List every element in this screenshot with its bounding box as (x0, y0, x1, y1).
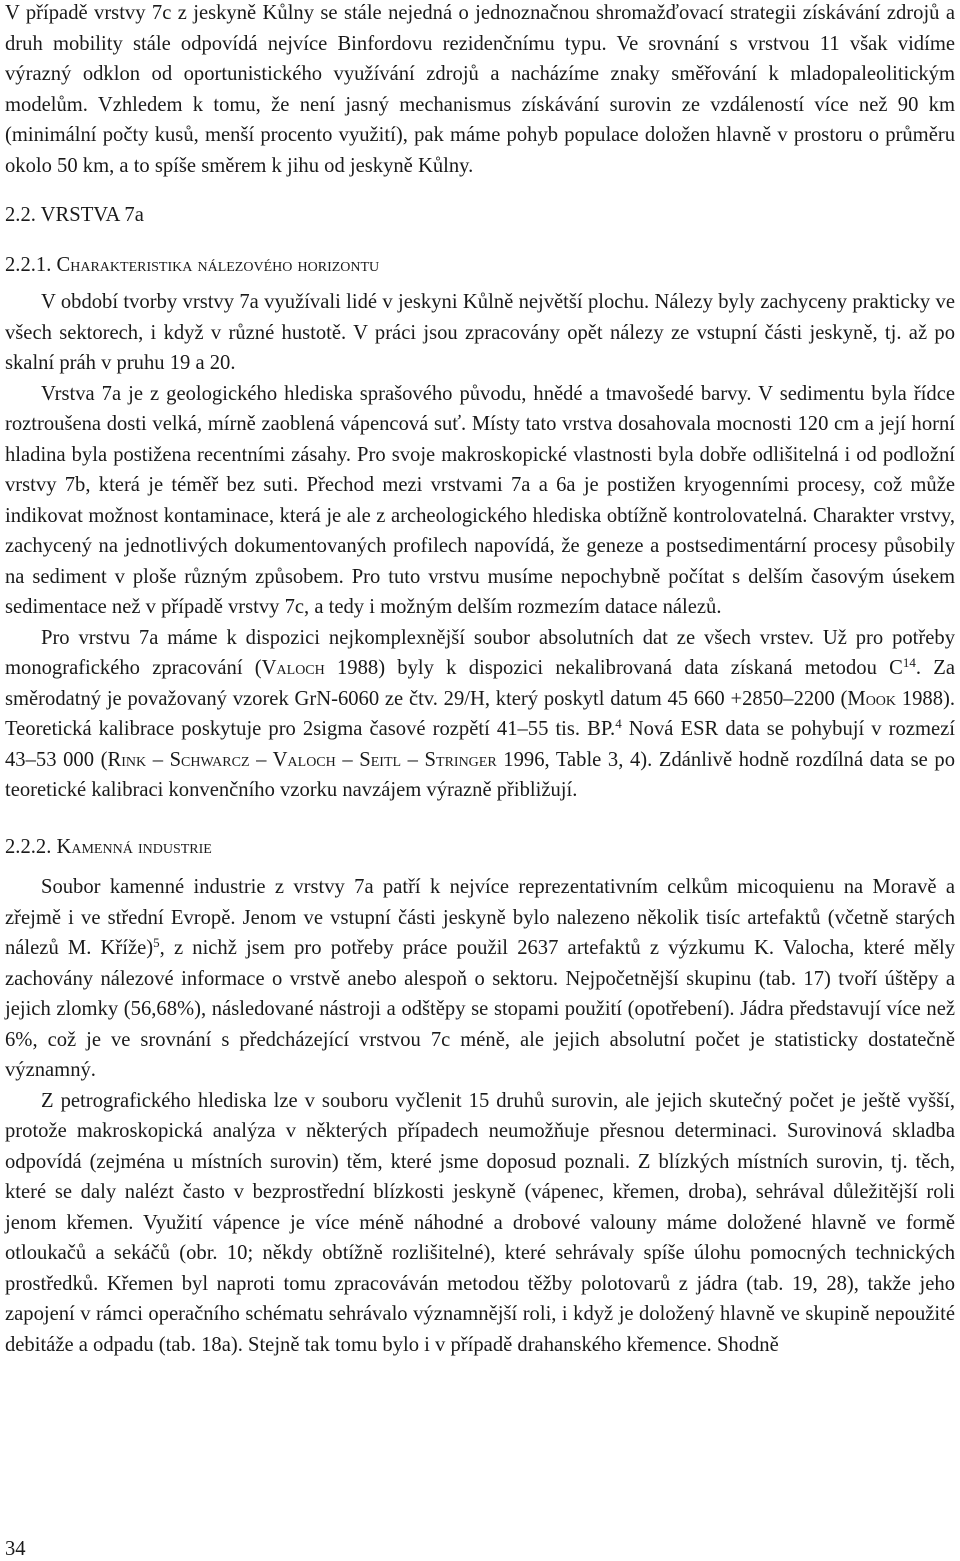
subsection-heading-charakteristika (5, 250, 955, 281)
paragraph-industry-2: Z petrografického hlediska lze v souboru vyčlenit 15 druhů surovin, ale jejich skutečný počet je ještě vyšší, protože makroskopická analýza v některých případech neumožňuje přesnou determinaci. Surovinová skladba odpovídá (zejména u místních surovin) těm, které jsme doposud poznali. Z blízkých místních surovin, tj. těch, které se daly nalézt často v bezprostřední blízkosti jeskyně (vápenec, křemen, droba), sehrával důležitější roli jenom křemen. Využití vápence je více méně náhodné a drobové valouny máme doložené hlavně ve formě otloukačů a sekáčů (obr. 10; někdy obtížně rozlišitelné), které sehrávaly spíše úlohu pomocných technických prostředků. Křemen byl naproti tomu zpracováván metodou těžby polotovarů z jádra (tab. 19, 28), takže jeho zapojení v rámci operačního schématu sehrávalo významnější roli, i když je doložený hlavně ve skupině nepoužité debitáže a odpadu (tab. 18a). Stejně tak tomu bylo i v případě drahanského křemence. Shodně (5, 1089, 955, 1356)
page-body (5, 0, 955, 1360)
subsection-title: Kamenná industrie (56, 835, 212, 858)
superscript-14: 14 (902, 655, 916, 670)
subsection-heading-kamenna-industrie (5, 832, 955, 863)
subsection-title: Charakteristika nálezového horizontu (56, 253, 380, 276)
paragraph-intro: V případě vrstvy 7c z jeskyně Kůlny se stále nejedná o jednoznačnou shromažďovací strategii získávání zdrojů a druh mobility stále odpovídá nejvíce Binfordovu rezidenčnímu typu. Ve srovnání s vrstvou 11 však vidíme výrazný odklon od oportunistického využívání zdrojů a nacházíme znaky směřování k mladopaleolitickým modelům. Vzhledem k tomu, že není jasný mechanismus získávání surovin ze vzdáleností více než 90 km (minimální počty kusů, menší procento využití), pak máme pohyb populace doložen hlavně v prostoru o průměru okolo 50 km, a to spíše směrem k jihu od jeskyně Kůlny. (5, 2, 955, 177)
section-heading-vrstva-7a: 2.2. VRSTVA 7a (5, 204, 144, 226)
footnote-ref-5: 5 (153, 935, 160, 950)
paragraph-char-3: Pro vrstvu 7a máme k dispozici nejkomplexnější soubor absolutních dat ze všech vrstev. Už pro potřeby monografického zpracování (Valoch 1988) byly k dispozici nekalibrovaná data získaná metodou $C^{14}$. Za směrodatný je považovaný vzorek GrN-6060 ze čtv. 29/H, který poskytl datum 45 660 +2850–2200 (Mook 1988). Teoretická kalibrace poskytuje pro 2sigma časové rozpětí 41–55 tis. BP.$^4$ Nová ESR data se pohybují v rozmezí 43–53 000 (Rink – Schwarcz – Valoch – Seitl – Stringer 1996, Table 3, 4). Zdánlivě hodně rozdílná data se po teoretické kalibraci konvenčního vzorku navzájem výrazně přibližují. (5, 626, 956, 801)
citation-rink-et-al: Rink – Schwarcz – Valoch – Seitl – Stringer (107, 748, 497, 771)
footnote-ref-4: 4 (615, 716, 622, 731)
subsection-number: 2.2.1. (5, 253, 52, 276)
subsection-number: 2.2.2. (5, 835, 52, 858)
citation-valoch: Valoch (261, 657, 325, 679)
paragraph-char-2: Vrstva 7a je z geologického hlediska sprašového původu, hnědé a tmavošedé barvy. V sedimentu byla řídce roztroušena dosti velká, mírně zaoblená vápencová suť. Místy tato vrstva dosahovala mocnosti 120 cm a její horní hladina byla postižena recentními zásahy. Pro svoje makroskopické vlastnosti byla dobře odlišitelná i od podložní vrstvy 7b, která je téměř bez suti. Přechod mezi vrstvami 7a a 6a je postižen kryogenními procesy, což může indikovat možnost kontaminace, která je ale z archeologického hlediska obtížně kontrolovatelná. Charakter vrstvy, zachycený na jednotlivých dokumentovaných profilech napovídá, že geneze a postsedimentární procesy působily na sediment v ploše různým způsobem. Pro tuto vrstvu musíme nepochybně počítat s delším časovým úsekem sedimentace než v případě vrstvy 7c, a tedy i možným delším rozmezím datace nálezů. (5, 382, 955, 618)
citation-mook: Mook (847, 687, 897, 710)
paragraph-industry-1: Soubor kamenné industrie z vrstvy 7a patří k nejvíce reprezentativním celkům micoquienu na Moravě a zřejmě i ve střední Evropě. Jenom ve vstupní části jeskyně bylo nalezeno několik tisíc artefaktů (včetně starých nálezů M. Kříže)$^5$, z nichž jsem pro potřeby práce použil 2637 artefaktů z výzkumu K. Valocha, které měly zachovány nálezové informace o vrstvě anebo alespoň o sektoru. Nejpočetnější skupinu (tab. 17) tvoří úštěpy a jejich zlomky (56,68%), následované nástroji a odštěpy se stopami použití (opotřebení). Jádra představují více než 6%, což je ve srovnání s předcházející vrstvou 7c méně, ale jejich absolutní počet je statisticky dostatečně významný. (5, 876, 955, 1081)
page-number: 34 (5, 1538, 26, 1560)
paragraph-char-1: V období tvorby vrstvy 7a využívali lidé v jeskyni Kůlně největší plochu. Nálezy byly zachyceny prakticky ve všech sektorech, i když v různé hustotě. V práci jsou zpracovány opět nálezy ze vstupní části jeskyně, tj. až po skalní práh v pruhu 19 a 20. (5, 291, 955, 374)
